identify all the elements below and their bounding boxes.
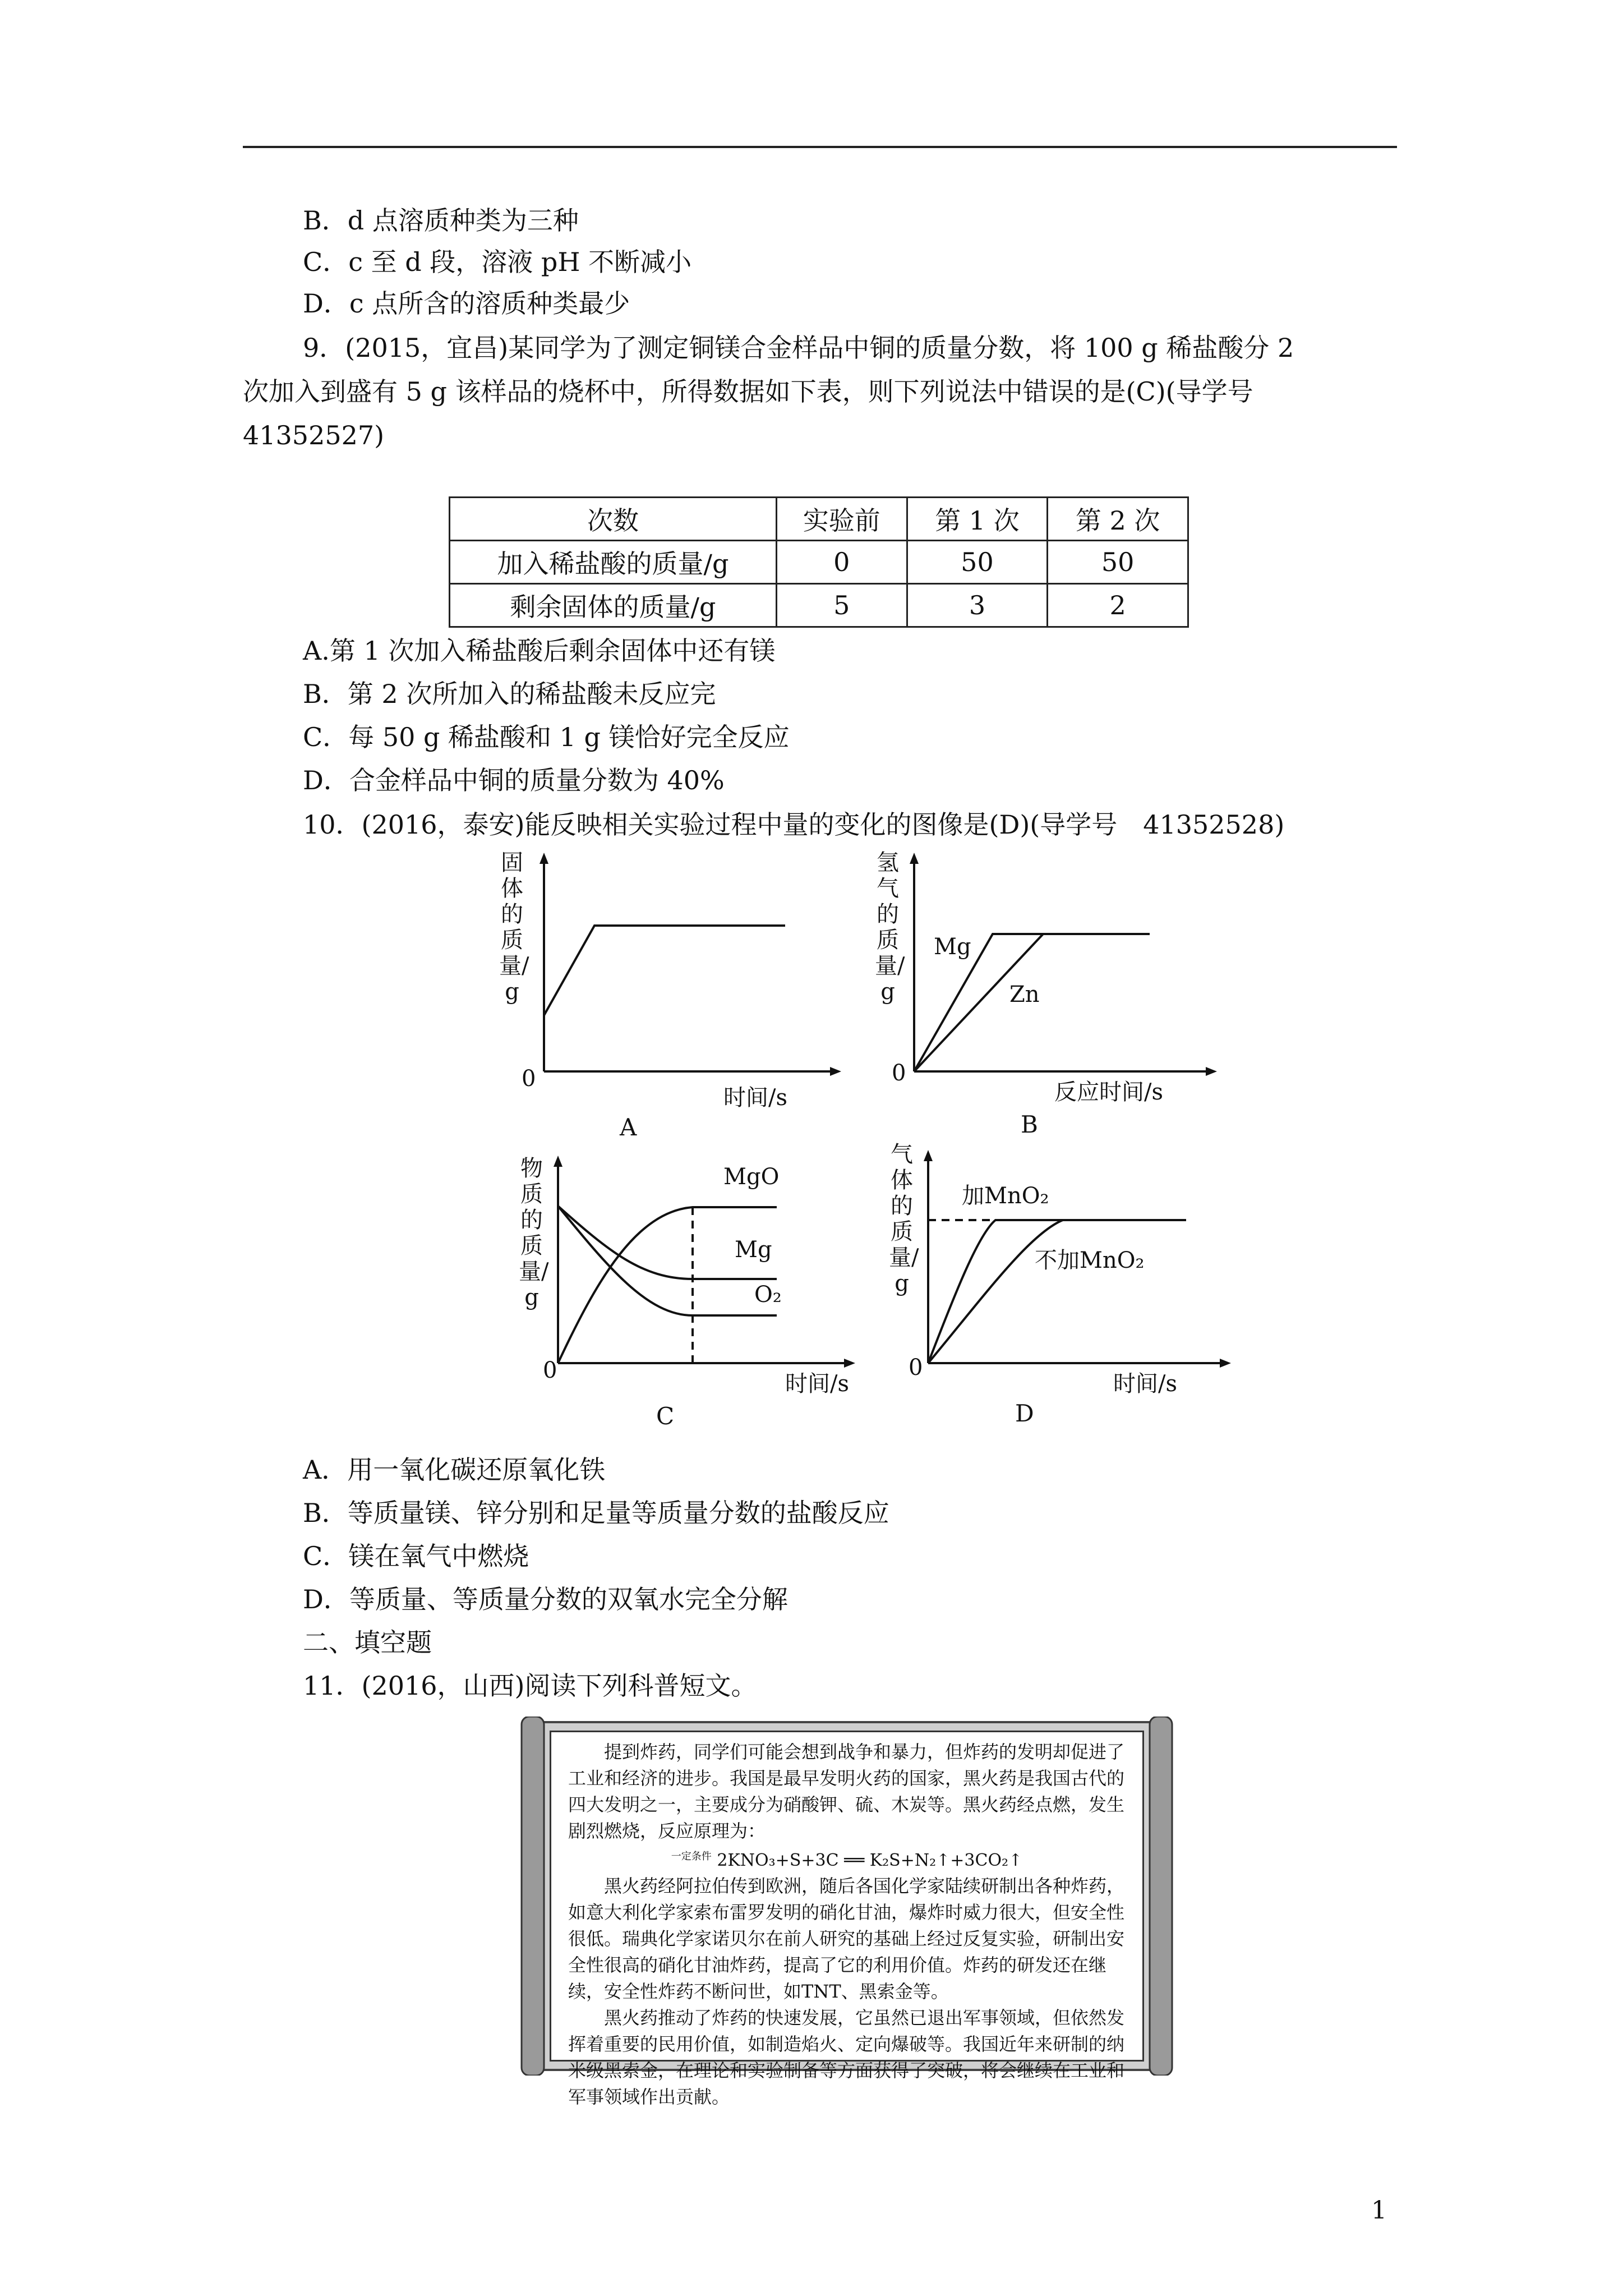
q9-stem-line3: 41352527) bbox=[243, 420, 385, 450]
scroll-text bbox=[550, 1731, 1144, 2108]
table-cell: 0 bbox=[777, 541, 907, 584]
q10-option-b: B．等质量镁、锌分别和足量等质量分数的盐酸反应 bbox=[303, 1498, 889, 1528]
graph-a-ylabel: 固体的质量/g bbox=[499, 850, 529, 1005]
q10-option-d: D．等质量、等质量分数的双氧水完全分解 bbox=[303, 1584, 788, 1614]
table-header-cell: 次数 bbox=[450, 498, 777, 541]
table-row bbox=[450, 584, 1188, 627]
q9-option-b: B．第 2 次所加入的稀盐酸未反应完 bbox=[303, 679, 716, 709]
equation-text: 2KNO₃+S+3C ══ K₂S+N₂↑+3CO₂↑ bbox=[717, 1851, 1023, 1870]
table-header-row bbox=[450, 498, 1188, 541]
graph-d-origin: 0 bbox=[909, 1355, 923, 1381]
graph-c-ylabel: 物质的质量/g bbox=[519, 1156, 549, 1310]
q9-option-c: C．每 50 g 稀盐酸和 1 g 镁恰好完全反应 bbox=[303, 722, 790, 752]
equation-condition: 一定条件 bbox=[671, 1851, 712, 1862]
graph-d-xlabel: 时间/s bbox=[1113, 1371, 1178, 1397]
table-cell: 50 bbox=[1048, 541, 1188, 584]
table-cell: 50 bbox=[907, 541, 1048, 584]
q10-stem: 10．(2016，泰安)能反映相关实验过程中量的变化的图像是(D)(导学号 41352528) bbox=[303, 809, 1285, 840]
graph-b-xlabel: 反应时间/s bbox=[1054, 1079, 1164, 1105]
table-cell: 3 bbox=[907, 584, 1048, 627]
q10-option-c: C．镁在氧气中燃烧 bbox=[303, 1541, 529, 1571]
section-heading: 二、填空题 bbox=[303, 1627, 432, 1658]
graph-b-caption: B bbox=[1021, 1111, 1038, 1138]
table-cell: 加入稀盐酸的质量/g bbox=[450, 541, 777, 584]
q9-stem-line1: 9．(2015，宜昌)某同学为了测定铜镁合金样品中铜的质量分数，将 100 g 稀盐酸分 2 bbox=[303, 333, 1294, 363]
graph-d-mno2-label: 加MnO₂ bbox=[962, 1183, 1049, 1209]
table-header-cell: 第 2 次 bbox=[1048, 498, 1188, 541]
graph-c-caption: C bbox=[656, 1402, 675, 1430]
table-cell: 2 bbox=[1048, 584, 1188, 627]
graph-c-mg-label: Mg bbox=[735, 1237, 772, 1263]
table-cell: 5 bbox=[777, 584, 907, 627]
graph-a-caption: A bbox=[620, 1114, 637, 1141]
table-cell: 剩余固体的质量/g bbox=[450, 584, 777, 627]
q9-data-table bbox=[449, 496, 1189, 628]
option-d: D．c 点所含的溶质种类最少 bbox=[303, 288, 630, 319]
option-c: C．c 至 d 段，溶液 pH 不断减小 bbox=[303, 247, 692, 277]
graph-c bbox=[552, 1156, 855, 1369]
q9-stem-line2: 次加入到盛有 5 g 该样品的烧杯中，所得数据如下表，则下列说法中错误的是(C)(导学号 bbox=[243, 376, 1253, 407]
table-header-cell: 实验前 bbox=[777, 498, 907, 541]
graph-b-mg-label: Mg bbox=[934, 934, 971, 960]
page-number: 1 bbox=[1371, 2196, 1387, 2225]
graph-d-no-mno2-label: 不加MnO₂ bbox=[1035, 1248, 1145, 1273]
chemical-equation bbox=[568, 1844, 1126, 1873]
scroll-passage bbox=[516, 1717, 1178, 2108]
passage-paragraph-1: 提到炸药，同学们可能会想到战争和暴力，但炸药的发明却促进了工业和经济的进步。我国是最早发明火药的国家，黑火药是我国古代的四大发明之一，主要成分为硝酸钾、硫、木炭等。黑火药经点燃，发生剧烈燃烧，反应原理为： bbox=[568, 1741, 1125, 1842]
option-b: B．d 点溶质种类为三种 bbox=[303, 205, 579, 236]
graph-b-origin: 0 bbox=[892, 1060, 906, 1086]
graph-c-o2-label: O₂ bbox=[754, 1282, 782, 1308]
graph-c-xlabel: 时间/s bbox=[785, 1371, 850, 1397]
graph-d-caption: D bbox=[1015, 1400, 1034, 1427]
table-row bbox=[450, 541, 1188, 584]
graph-b bbox=[909, 853, 1217, 1077]
q9-option-a: A.第 1 次加入稀盐酸后剩余固体中还有镁 bbox=[303, 636, 776, 666]
graph-a bbox=[538, 853, 841, 1077]
q10-option-a: A．用一氧化碳还原氧化铁 bbox=[303, 1455, 606, 1485]
table-header-cell: 第 1 次 bbox=[907, 498, 1048, 541]
graph-b-ylabel: 氢气的质量/g bbox=[875, 850, 905, 1005]
header-rule bbox=[243, 146, 1397, 148]
q9-option-d: D．合金样品中铜的质量分数为 40% bbox=[303, 765, 725, 795]
graph-c-origin: 0 bbox=[543, 1358, 557, 1383]
graph-d-ylabel: 气体的质量/g bbox=[889, 1142, 919, 1296]
graph-a-xlabel: 时间/s bbox=[723, 1085, 788, 1111]
graph-c-mgo-label: MgO bbox=[723, 1164, 780, 1190]
graph-b-zn-label: Zn bbox=[1009, 982, 1040, 1007]
passage-paragraph-3: 黑火药推动了炸药的快速发展，它虽然已退出军事领域，但依然发挥着重要的民用价值，如制造焰火、定向爆破等。我国近年来研制的纳米级黑索金，在理论和实验制备等方面获得了突破，将会继续在工业和军事领域作出贡献。 bbox=[568, 2007, 1125, 2108]
passage-paragraph-2: 黑火药经阿拉伯传到欧洲，随后各国化学家陆续研制出各种炸药，如意大利化学家索布雷罗发明的硝化甘油，爆炸时威力很大，但安全性很低。瑞典化学家诺贝尔在前人研究的基础上经过反复实验，研制出安全性很高的硝化甘油炸药，提高了它的利用价值。炸药的研发还在继续，安全性炸药不断问世，如TNT、黑索金等。 bbox=[568, 1875, 1125, 2002]
q11-stem: 11．(2016，山西)阅读下列科普短文。 bbox=[303, 1671, 757, 1701]
graph-a-origin: 0 bbox=[522, 1066, 536, 1092]
